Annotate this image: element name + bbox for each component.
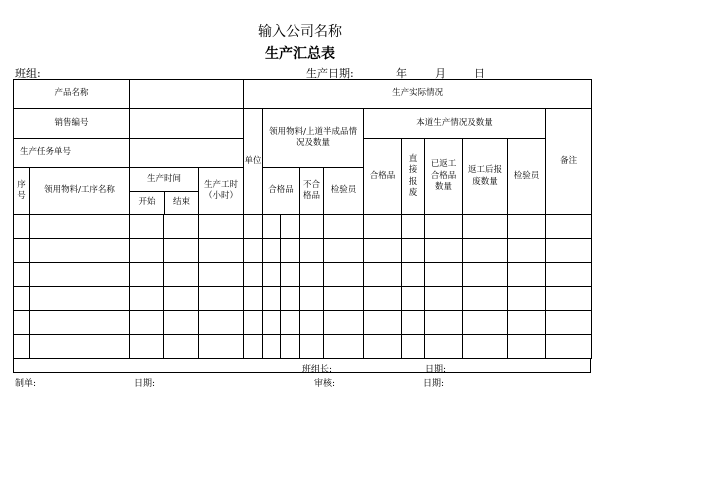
direct-scrap-header: 直接报废 [402, 139, 425, 215]
production-summary-table [13, 79, 592, 359]
prepared-date-label: 日期: [134, 379, 156, 389]
day-label: 日 [474, 67, 485, 80]
qualified-header-b: 合格品 [364, 139, 402, 215]
sign-date-label: 日期: [425, 365, 447, 375]
table-row[interactable] [14, 263, 592, 287]
actual-production-header: 生产实际情况 [244, 80, 592, 109]
work-hours-header: 生产工时（小时） [199, 168, 244, 215]
unit-header: 单位 [244, 109, 263, 215]
end-label: 结束 [173, 197, 191, 208]
product-name-value[interactable] [130, 80, 244, 109]
company-name: 输入公司名称 [258, 24, 342, 40]
team-label: 班组: [15, 67, 41, 80]
product-name-label: 产品名称 [14, 80, 130, 109]
start-label: 开始 [130, 192, 165, 215]
reviewed-date-label: 日期: [423, 379, 445, 389]
production-date-label: 生产日期: [306, 67, 354, 80]
production-time-label: 生产时间 [130, 168, 198, 192]
table-row[interactable] [14, 215, 592, 239]
unqualified-header: 不合格品 [300, 168, 324, 215]
inspector-header-b: 检验员 [508, 139, 546, 215]
sales-no-value[interactable] [130, 109, 244, 139]
seq-header: 序号 [14, 168, 30, 215]
prepared-by-label: 制单: [15, 379, 37, 389]
rework-qualified-header: 已返工合格品数量 [425, 139, 463, 215]
reviewed-by-label: 审核: [314, 379, 336, 389]
materials-prev-header: 领用物料/上道半成品情况及数量 [263, 109, 364, 168]
material-process-header: 领用物料/工序名称 [30, 168, 130, 215]
table-row[interactable] [14, 287, 592, 311]
sales-no-label: 销售编号 [14, 109, 130, 139]
table-row[interactable] [14, 239, 592, 263]
month-label: 月 [435, 67, 446, 80]
table-row[interactable] [14, 335, 592, 359]
inspector-header-a: 检验员 [324, 168, 364, 215]
this-step-header: 本道生产情况及数量 [364, 109, 546, 139]
qualified-header-a: 合格品 [263, 168, 300, 215]
rework-scrap-header: 返工后报废数量 [463, 139, 508, 215]
task-no-value[interactable] [130, 139, 244, 168]
team-leader-label: 班组长: [302, 365, 333, 375]
production-time-header [130, 168, 199, 215]
year-label: 年 [396, 67, 407, 80]
remarks-header: 备注 [546, 109, 592, 215]
table-row[interactable] [14, 311, 592, 335]
task-no-label: 生产任务单号 [14, 139, 130, 168]
page-title: 生产汇总表 [265, 46, 335, 62]
